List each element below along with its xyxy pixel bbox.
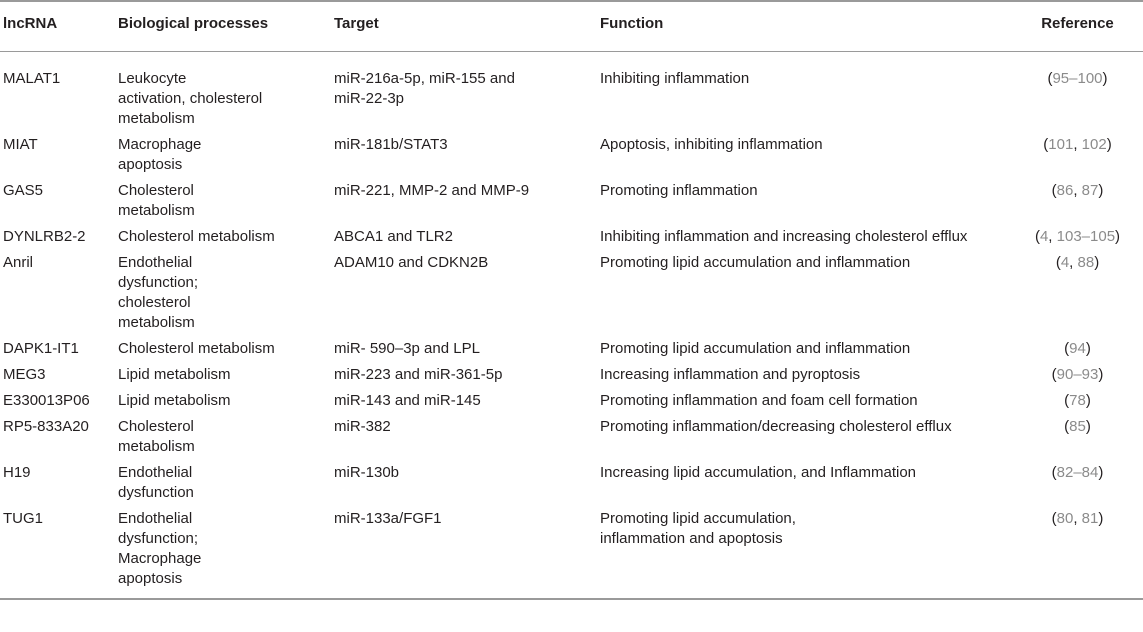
reference-link[interactable]: 80	[1056, 510, 1074, 527]
cell-target	[328, 388, 594, 414]
paren-close: )	[1098, 464, 1104, 481]
header-target: Target	[334, 15, 379, 32]
reference-link[interactable]: 103–105	[1056, 228, 1116, 245]
lncrna-name: MEG3	[3, 366, 46, 383]
table-row	[0, 224, 1143, 250]
cell-function	[594, 250, 1012, 336]
cell-lncrna	[0, 506, 112, 599]
paren-open: (	[1034, 228, 1040, 245]
process-text: dysfunction;	[118, 274, 199, 291]
cell-target	[328, 460, 594, 506]
table-row	[0, 336, 1143, 362]
cell-target	[328, 362, 594, 388]
cell-biological-processes	[112, 362, 328, 388]
table-row	[0, 506, 1143, 599]
process-text: dysfunction	[118, 484, 194, 501]
process-text: Cholesterol	[118, 182, 194, 199]
function-text: Promoting lipid accumulation and inflammation	[600, 340, 911, 357]
reference-link[interactable]: 101	[1048, 136, 1074, 153]
cell-lncrna	[0, 250, 112, 336]
ref-separator: ,	[1073, 510, 1082, 527]
paren-close: )	[1098, 510, 1104, 527]
process-text: Leukocyte	[118, 70, 187, 87]
paren-close: )	[1115, 228, 1121, 245]
cell-biological-processes	[112, 460, 328, 506]
table-row	[0, 178, 1143, 224]
process-text: Lipid metabolism	[118, 392, 231, 409]
cell-reference	[1012, 336, 1143, 362]
function-text: Inhibiting inflammation	[600, 70, 750, 87]
process-text: metabolism	[118, 438, 195, 455]
table-body	[0, 52, 1143, 600]
table-row	[0, 414, 1143, 460]
lncrna-name: GAS5	[3, 182, 44, 199]
cell-function	[594, 52, 1012, 133]
cell-biological-processes	[112, 388, 328, 414]
cell-lncrna	[0, 388, 112, 414]
cell-biological-processes	[112, 178, 328, 224]
target-text: miR-223 and miR-361-5p	[334, 366, 503, 383]
ref-separator: ,	[1048, 228, 1057, 245]
cell-biological-processes	[112, 336, 328, 362]
cell-reference	[1012, 250, 1143, 336]
target-text: ADAM10 and CDKN2B	[334, 254, 489, 271]
reference-link[interactable]: 90–93	[1056, 366, 1099, 383]
ref-separator: ,	[1069, 254, 1078, 271]
cell-function	[594, 132, 1012, 178]
cell-function	[594, 336, 1012, 362]
process-text: Macrophage	[118, 136, 202, 153]
reference-link[interactable]: 82–84	[1056, 464, 1099, 481]
cell-lncrna	[0, 132, 112, 178]
reference-link[interactable]: 81	[1081, 510, 1099, 527]
paren-open: (	[1051, 464, 1057, 481]
function-text: Promoting inflammation and foam cell formation	[600, 392, 918, 409]
cell-reference	[1012, 178, 1143, 224]
cell-lncrna	[0, 224, 112, 250]
table-header	[0, 1, 1143, 52]
paren-open: (	[1051, 182, 1057, 199]
process-text: Endothelial	[118, 464, 193, 481]
function-text: inflammation and apoptosis	[600, 530, 783, 547]
function-text: Promoting lipid accumulation,	[600, 510, 796, 527]
header-reference: Reference	[1041, 15, 1114, 32]
target-text: miR-22-3p	[334, 90, 405, 107]
process-text: Cholesterol metabolism	[118, 340, 275, 357]
cell-reference	[1012, 362, 1143, 388]
process-text: Endothelial	[118, 510, 193, 527]
table-row	[0, 388, 1143, 414]
reference-link[interactable]: 4	[1060, 254, 1070, 271]
paren-open: (	[1043, 136, 1049, 153]
function-text: Promoting inflammation/decreasing cholesterol efflux	[600, 418, 952, 435]
reference-link[interactable]: 78	[1069, 392, 1086, 409]
header-lncrna: lncRNA	[3, 15, 58, 32]
process-text: activation, cholesterol	[118, 90, 263, 107]
function-text: Promoting inflammation	[600, 182, 758, 199]
cell-lncrna	[0, 52, 112, 133]
reference-link[interactable]: 102	[1081, 136, 1107, 153]
target-text: miR-221, MMP-2 and MMP-9	[334, 182, 530, 199]
cell-target	[328, 178, 594, 224]
paren-close: )	[1098, 182, 1104, 199]
cell-lncrna	[0, 336, 112, 362]
lncrna-name: TUG1	[3, 510, 44, 527]
cell-target	[328, 506, 594, 599]
paren-open: (	[1051, 510, 1057, 527]
table-row	[0, 362, 1143, 388]
cell-target	[328, 52, 594, 133]
reference-link[interactable]: 95–100	[1052, 70, 1103, 87]
cell-reference	[1012, 506, 1143, 599]
lncrna-name: MALAT1	[3, 70, 61, 87]
function-text: Apoptosis, inhibiting inflammation	[600, 136, 823, 153]
process-text: apoptosis	[118, 570, 183, 587]
cell-target	[328, 250, 594, 336]
process-text: Endothelial	[118, 254, 193, 271]
reference-link[interactable]: 94	[1069, 340, 1086, 357]
paren-close: )	[1106, 136, 1112, 153]
cell-function	[594, 178, 1012, 224]
cell-reference	[1012, 224, 1143, 250]
cell-target	[328, 336, 594, 362]
process-text: Macrophage	[118, 550, 202, 567]
ref-separator: ,	[1073, 136, 1082, 153]
table-row	[0, 52, 1143, 133]
process-text: Cholesterol	[118, 418, 194, 435]
function-text: Increasing lipid accumulation, and Inflammation	[600, 464, 917, 481]
table-row	[0, 132, 1143, 178]
process-text: metabolism	[118, 314, 195, 331]
target-text: miR-382	[334, 418, 391, 435]
paren-open: (	[1055, 254, 1061, 271]
paren-open: (	[1064, 418, 1070, 435]
paren-open: (	[1051, 366, 1057, 383]
cell-function	[594, 388, 1012, 414]
cell-biological-processes	[112, 506, 328, 599]
cell-function	[594, 224, 1012, 250]
process-text: Lipid metabolism	[118, 366, 231, 383]
reference-link[interactable]: 86	[1056, 182, 1074, 199]
cell-function	[594, 506, 1012, 599]
cell-biological-processes	[112, 52, 328, 133]
cell-reference	[1012, 388, 1143, 414]
paren-open: (	[1064, 392, 1070, 409]
cell-reference	[1012, 52, 1143, 133]
process-text: metabolism	[118, 202, 195, 219]
function-text: Promoting lipid accumulation and inflammation	[600, 254, 911, 271]
process-text: Cholesterol metabolism	[118, 228, 275, 245]
cell-biological-processes	[112, 224, 328, 250]
cell-lncrna	[0, 460, 112, 506]
cell-reference	[1012, 414, 1143, 460]
cell-function	[594, 460, 1012, 506]
function-text: Inhibiting inflammation and increasing cholesterol efflux	[600, 228, 968, 245]
lncrna-name: DAPK1-IT1	[3, 340, 79, 357]
cell-function	[594, 414, 1012, 460]
target-text: miR- 590–3p and LPL	[334, 340, 480, 357]
lncrna-name: MIAT	[3, 136, 38, 153]
paren-close: )	[1085, 340, 1091, 357]
cell-reference	[1012, 132, 1143, 178]
paren-close: )	[1102, 70, 1108, 87]
table-row	[0, 250, 1143, 336]
lncrna-name: Anril	[3, 254, 34, 271]
lncrna-name: H19	[3, 464, 31, 481]
process-text: dysfunction;	[118, 530, 199, 547]
paren-close: )	[1085, 418, 1091, 435]
ref-separator: ,	[1073, 182, 1082, 199]
reference-link[interactable]: 88	[1077, 254, 1095, 271]
target-text: miR-216a-5p, miR-155 and	[334, 70, 515, 87]
paren-close: )	[1094, 254, 1100, 271]
cell-target	[328, 414, 594, 460]
header-function: Function	[600, 15, 664, 32]
header-row	[0, 1, 1143, 52]
process-text: cholesterol	[118, 294, 191, 311]
lncrna-name: RP5-833A20	[3, 418, 89, 435]
reference-link[interactable]: 87	[1081, 182, 1099, 199]
cell-lncrna	[0, 362, 112, 388]
reference-link[interactable]: 4	[1039, 228, 1049, 245]
cell-lncrna	[0, 414, 112, 460]
paren-close: )	[1085, 392, 1091, 409]
paren-open: (	[1064, 340, 1070, 357]
target-text: miR-181b/STAT3	[334, 136, 448, 153]
paren-open: (	[1047, 70, 1053, 87]
cell-lncrna	[0, 178, 112, 224]
reference-link[interactable]: 85	[1069, 418, 1086, 435]
cell-function	[594, 362, 1012, 388]
cell-biological-processes	[112, 132, 328, 178]
cell-reference	[1012, 460, 1143, 506]
target-text: ABCA1 and TLR2	[334, 228, 453, 245]
header-biological-processes: Biological processes	[118, 15, 269, 32]
cell-biological-processes	[112, 414, 328, 460]
table-row	[0, 460, 1143, 506]
target-text: miR-133a/FGF1	[334, 510, 442, 527]
target-text: miR-143 and miR-145	[334, 392, 481, 409]
lncrna-name: DYNLRB2-2	[3, 228, 86, 245]
lncrna-name: E330013P06	[3, 392, 90, 409]
function-text: Increasing inflammation and pyroptosis	[600, 366, 861, 383]
target-text: miR-130b	[334, 464, 400, 481]
cell-biological-processes	[112, 250, 328, 336]
cell-target	[328, 224, 594, 250]
paren-close: )	[1098, 366, 1104, 383]
process-text: metabolism	[118, 110, 195, 127]
process-text: apoptosis	[118, 156, 183, 173]
cell-target	[328, 132, 594, 178]
